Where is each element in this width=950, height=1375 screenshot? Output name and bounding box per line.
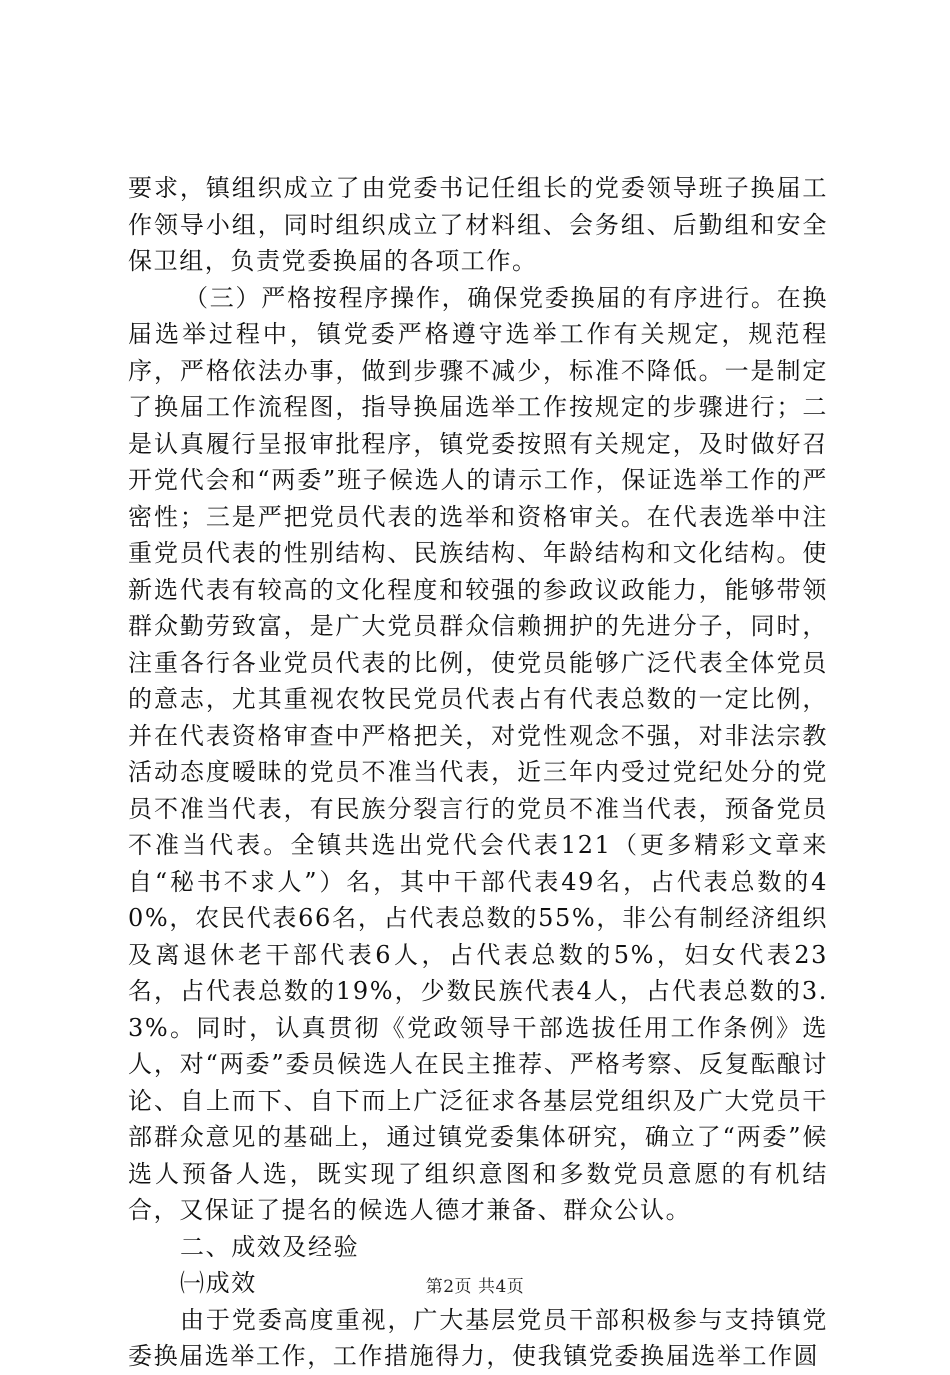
document-body: [128, 170, 828, 1375]
subheading-results: ㈠成效: [180, 1269, 257, 1297]
page-number-footer: 第2页 共4页: [425, 1277, 525, 1297]
paragraph-continuation: 要求，镇组织成立了由党委书记任组长的党委领导班子换届工作领导小组，同时组织成立了材料组、会务组、后勤组和安全保卫组，负责党委换届的各项工作。: [128, 174, 828, 275]
paragraph-results: 由于党委高度重视，广大基层党员干部积极参与支持镇党委换届选举工作，工作措施得力，使我镇党委换届选举工作圆: [128, 1305, 828, 1370]
paragraph-section-three: （三）严格按程序操作，确保党委换届的有序进行。在换届选举过程中，镇党委严格遵守选举工作有关规定，规范程序，严格依法办事，做到步骤不减少，标准不降低。一是制定了换届工作流程图，指导换届选举工作按规定的步骤进行；二是认真履行呈报审批程序，镇党委按照有关规定，及时做好召开党代会和“两委”班子候选人的请示工作，保证选举工作的严密性；三是严把党员代表的选举和资格审关。在代表选举中注重党员代表的性别结构、民族结构、年龄结构和文化结构。使新选代表有较高的文化程度和较强的参政议政能力，能够带领群众勤劳致富，是广大党员群众信赖拥护的先进分子，同时，注重各行各业党员代表的比例，使党员能够广泛代表全体党员的意志，尤其重视农牧民党员代表占有代表总数的一定比例，并在代表资格审查中严格把关，对党性观念不强，对非法宗教活动态度暧昧的党员不准当代表，近三年内受过党纪处分的党员不准当代表，有民族分裂言行的党员不准当代表，预备党员不准当代表。全镇共选出党代会代表121（更多精彩文章来自“秘书不求人”）名，其中干部代表49名，占代表总数的40%，农民代表66名，占代表总数的55%，非公有制经济组织及离退休老干部代表6人，占代表总数的5%，妇女代表23名，占代表总数的19%，少数民族代表4人，占代表总数的3.3%。同时，认真贯彻《党政领导干部选拔任用工作条例》选人，对“两委”委员候选人在民主推荐、严格考察、反复酝酿讨论、自上而下、自下而上广泛征求各基层党组织及广大党员干部群众意见的基础上，通过镇党委集体研究，确立了“两委”候选人预备人选，既实现了组织意图和多数党员意愿的有机结合，又保证了提名的候选人德才兼备、群众公认。: [128, 283, 828, 1224]
heading-results-and-experience: 二、成效及经验: [180, 1232, 360, 1261]
